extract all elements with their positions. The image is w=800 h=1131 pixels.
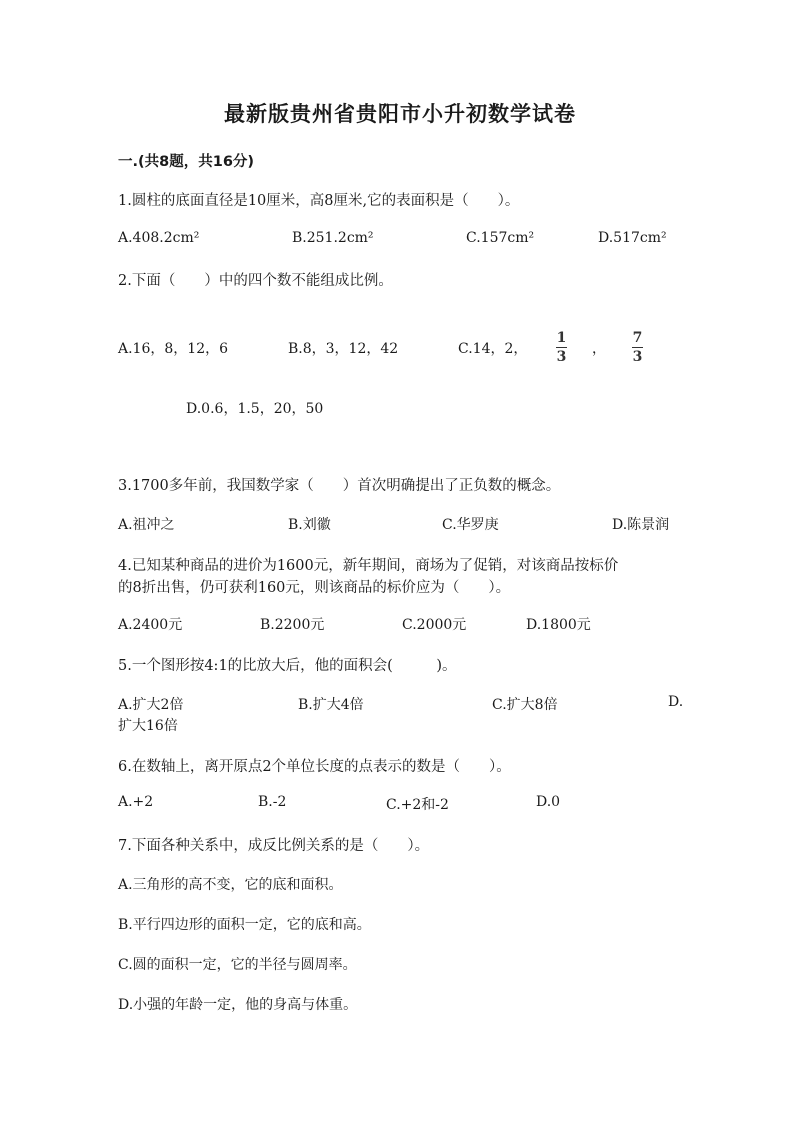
question-1-option-a[interactable]: A.408.2cm² <box>118 230 200 246</box>
question-4-option-c[interactable]: C.2000元 <box>402 617 467 633</box>
fraction-numerator: 1 <box>556 330 567 346</box>
section-heading: 一.(共8题，共16分) <box>118 154 255 170</box>
fraction-seven-thirds <box>632 330 643 365</box>
question-2-option-b[interactable]: B.8，3，12，42 <box>288 341 399 357</box>
fraction-denominator: 3 <box>556 349 567 365</box>
question-1-option-c[interactable]: C.157cm² <box>466 230 535 246</box>
question-7-option-d[interactable]: D.小强的年龄一定，他的身高与体重。 <box>118 997 358 1013</box>
question-2-option-c[interactable]: C.14，2， <box>458 341 528 357</box>
question-7-stem: 7.下面各种关系中，成反比例关系的是（ ）。 <box>118 838 430 854</box>
question-6-option-b[interactable]: B.-2 <box>258 794 287 810</box>
question-5-option-d-wrap: 扩大16倍 <box>118 718 178 734</box>
question-6-option-a[interactable]: A.+2 <box>118 794 154 810</box>
fraction-separator: ， <box>592 341 606 357</box>
fraction-bar <box>556 347 567 348</box>
question-4-stem-line-2: 的8折出售，仍可获利160元，则该商品的标价应为（ ）。 <box>118 580 511 596</box>
question-6-option-c[interactable]: C.+2和-2 <box>386 797 449 813</box>
question-5-option-c[interactable]: C.扩大8倍 <box>492 697 558 713</box>
question-4-option-b[interactable]: B.2200元 <box>260 617 325 633</box>
question-7-option-c[interactable]: C.圆的面积一定，它的半径与圆周率。 <box>118 957 357 973</box>
page-title: 最新版贵州省贵阳市小升初数学试卷 <box>224 102 576 126</box>
question-6-stem: 6.在数轴上，离开原点2个单位长度的点表示的数是（ ）。 <box>118 759 511 775</box>
question-3-stem: 3.1700多年前，我国数学家（ ）首次明确提出了正负数的概念。 <box>118 478 561 494</box>
fraction-denominator: 3 <box>632 349 643 365</box>
question-1-option-b[interactable]: B.251.2cm² <box>292 230 374 246</box>
question-5-option-b[interactable]: B.扩大4倍 <box>298 697 364 713</box>
question-2-option-d[interactable]: D.0.6，1.5，20，50 <box>186 401 324 417</box>
question-3-option-d[interactable]: D.陈景润 <box>612 517 670 533</box>
fraction-bar <box>632 347 643 348</box>
question-4-stem-line-1: 4.已知某种商品的进价为1600元，新年期间，商场为了促销，对该商品按标价 <box>118 558 619 574</box>
question-7-option-a[interactable]: A.三角形的高不变，它的底和面积。 <box>118 877 343 893</box>
fraction-numerator: 7 <box>632 330 643 346</box>
question-6-option-d[interactable]: D.0 <box>536 794 561 810</box>
question-7-option-b[interactable]: B.平行四边形的面积一定，它的底和高。 <box>118 917 371 933</box>
question-3-option-b[interactable]: B.刘徽 <box>288 517 331 533</box>
question-5-option-d[interactable]: D. <box>668 694 684 710</box>
question-3-option-a[interactable]: A.祖冲之 <box>118 517 175 533</box>
question-1-stem: 1.圆柱的底面直径是10厘米，高8厘米,它的表面积是（ ）。 <box>118 193 520 209</box>
question-4-option-a[interactable]: A.2400元 <box>118 617 183 633</box>
question-2-option-a[interactable]: A.16，8，12，6 <box>118 341 229 357</box>
question-2-stem: 2.下面（ ）中的四个数不能组成比例。 <box>118 273 393 289</box>
question-4-option-d[interactable]: D.1800元 <box>526 617 591 633</box>
question-5-option-a[interactable]: A.扩大2倍 <box>118 697 184 713</box>
question-3-option-c[interactable]: C.华罗庚 <box>442 517 499 533</box>
question-5-stem: 5.一个图形按4:1的比放大后，他的面积会( )。 <box>118 658 457 674</box>
question-1-option-d[interactable]: D.517cm² <box>598 230 667 246</box>
fraction-one-third <box>556 330 567 365</box>
